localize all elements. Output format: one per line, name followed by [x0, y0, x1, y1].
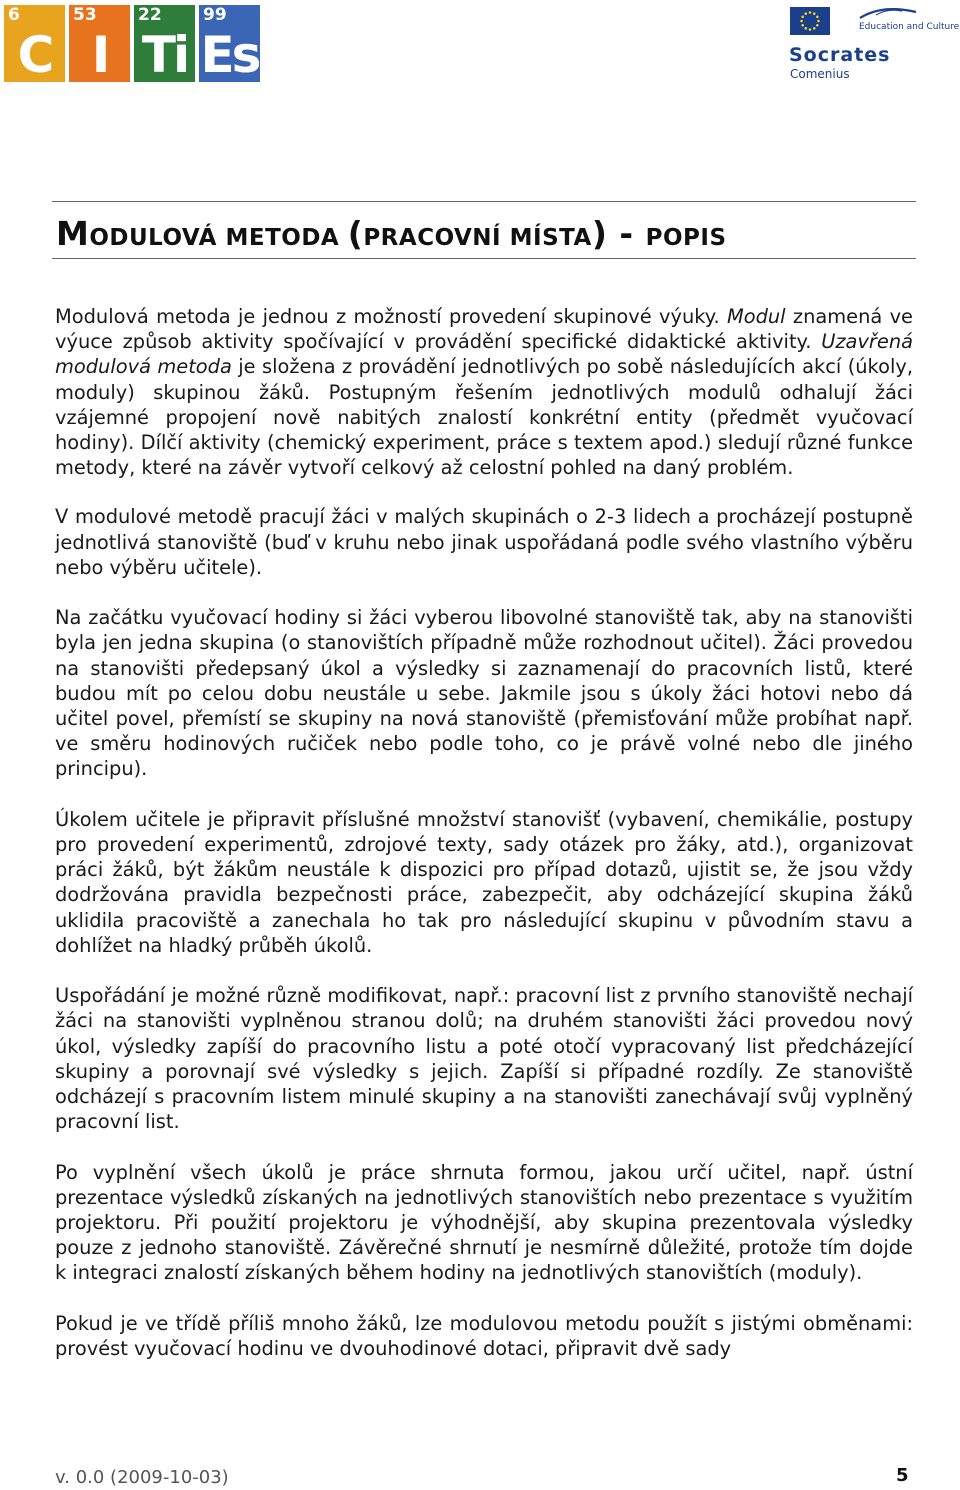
- paragraph-groups: V modulové metodě pracují žáci v malých skupinách o 2-3 lidech a procházejí postupně jednotlivá stanoviště (buď v kruhu nebo jinak uspořádaná podle svého vlastního výběru nebo výběru učitele).: [55, 505, 913, 579]
- logo-tile-i: 53 I: [69, 5, 130, 82]
- eu-flag-star: [809, 11, 812, 14]
- paragraph-start: Na začátku vyučovací hodiny si žáci vyberou libovolné stanoviště tak, aby na stanovišti byla jen jedna skupina (o stanovištích případně může rozhodnout učitel). Žáci provedou na stanovišti předepsaný úkol a výsledky si zaznamenají do pracovních listů, které budou mít po celou dobu neustále u sebe. Jakmile jsou s úkoly žáci hotovi nebo dá učitel povel, přemístí se skupiny na nová stanoviště (přemisťování může probíhat např. ve směru hodinových ručiček nebo podle toho, co je právě volné nebo dle jiného principu).: [55, 606, 913, 781]
- page-number: 5: [896, 1465, 909, 1486]
- logo-tile-c: 6 C: [4, 5, 65, 82]
- eu-flag-star: [804, 12, 807, 15]
- comenius-label: Comenius: [790, 67, 850, 81]
- eu-flag-star: [816, 24, 819, 27]
- version-label: v. 0.0 (2009-10-03): [55, 1467, 229, 1488]
- document-body: [55, 304, 913, 1386]
- eu-flag-star: [804, 27, 807, 30]
- eu-flag-star: [801, 24, 804, 27]
- eu-flag-star: [809, 28, 812, 31]
- paragraph-large-class: Pokud je ve třídě příliš mnoho žáků, lze modulovou metodu použít s jistými obměnami: provést vyučovací hodinu ve dvouhodinové dotaci, připravit dvě sady: [55, 1311, 913, 1361]
- paragraph-intro: Modulová metoda je jednou z možností provedení skupinové výuky. Modul znamená ve výuce způsob aktivity spočívající v provádění specifické didaktické aktivity. Uzavřená modulová metoda je složena z provádění jednotlivých po sobě následujících akcí (úkoly, moduly) skupinou žáků. Postupným řešením jednotlivých modulů odhalují žáci vzájemné propojení nově nabitých znalostí konkrétní entity (předmět vyučovací hodiny). Dílčí aktivity (chemický experiment, práce s textem apod.) sledují různé funkce metody, které na závěr vytvoří celkový až celostní pohled na daný problém.: [55, 305, 913, 480]
- education-culture-label: Education and Culture: [859, 22, 960, 32]
- logo-tile-ti: 22 Ti: [134, 5, 195, 82]
- page-title: MODULOVÁ METODA (PRACOVNÍ MÍSTA) - POPIS: [56, 214, 727, 253]
- eu-flag-star: [813, 27, 816, 30]
- eu-flag-star: [816, 15, 819, 18]
- citiies-logo: [4, 5, 260, 82]
- eu-flag-star: [817, 20, 820, 23]
- eu-flag-star: [813, 12, 816, 15]
- title-top-rule: [52, 201, 916, 202]
- eu-flag-star: [800, 20, 803, 23]
- eu-flag-icon: [790, 7, 830, 35]
- eu-flag-star: [801, 15, 804, 18]
- paragraph-modification: Uspořádání je možné různě modifikovat, např.: pracovní list z prvního stanoviště nechají žáci na stanovišti vyplněnou stranou dolů; na druhém stanovišti žáci provedou nový úkol, výsledky zapíší do pracovního listu a poté otočí vypracovaný list předcházející skupiny a porovnají své výsledky s jejich. Zapíší si případné rozdíly. Ze stanoviště odcházejí s pracovním listem minulé skupiny a na stanovišti zanechávají svůj vyplněný pracovní list.: [55, 984, 913, 1134]
- socrates-label: Socrates: [789, 44, 891, 66]
- paragraph-teacher-role: Úkolem učitele je připravit příslušné množství stanovišť (vybavení, chemikálie, postupy pro provedení experimentů, zdrojové texty, sady otázek pro žáky, atd.), organizovat práci žáků, být žákům neustále k dispozici pro případ dotazů, ujistit se, že jsou vždy dodržována pravidla bezpečnosti práce, zabezpečit, aby odcházející skupina žáků uklidila pracoviště a zanechala ho tak pro následující skupinu v původním stavu a dohlížet na hladký průběh úkolů.: [55, 807, 913, 957]
- paragraph-summary: Po vyplnění všech úkolů je práce shrnuta formou, jakou určí učitel, např. ústní prezentace výsledků získaných na jednotlivých stanovištích nebo prezentace s využitím projektoru. Při použití projektoru je výhodnější, aby skupina prezentovala výsledky pouze z jednoho stanoviště. Závěrečné shrnutí je nesmírně důležité, protože tím dojde k integraci znalostí získaných během hodiny na jednotlivých stanovištích (moduly).: [55, 1160, 913, 1285]
- socrates-comenius-logo: [788, 4, 958, 84]
- logo-tile-es: 99 Es: [200, 5, 259, 82]
- title-bottom-rule: [52, 258, 916, 259]
